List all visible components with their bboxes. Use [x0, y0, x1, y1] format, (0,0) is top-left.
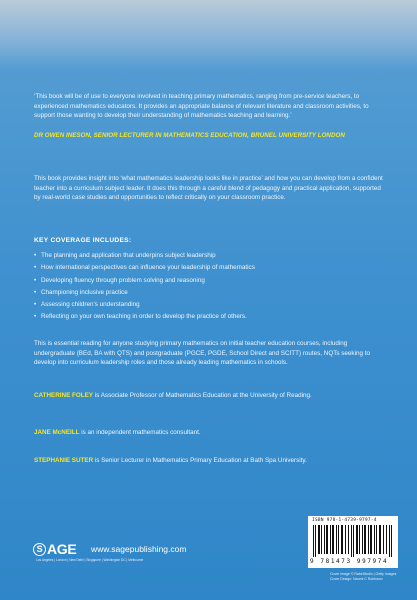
isbn-label: ISBN 978-1-4739-9797-4: [312, 518, 377, 523]
top-gradient-band: [0, 0, 417, 70]
isbn-barcode: [308, 516, 398, 568]
sage-logo: [33, 541, 76, 557]
endorsement-quote: ‘This book will be of use to everyone involved in teaching primary mathematics, ranging from pre-service teachers, to experienced mathematics educators. It provides an appropriate balance of relevant literature and classroom activities, to support those wanting to develop their understanding of mathematics teaching and learning.’: [34, 93, 369, 120]
author-name: JANE McNEILL: [34, 429, 80, 436]
key-coverage-item: • Reflecting on your own teaching in order to develop the practice of others.: [34, 311, 386, 323]
author-name: STEPHANIE SUTER: [34, 457, 94, 464]
author-description: is Senior Lecturer in Mathematics Primary Education at Bath Spa University.: [93, 457, 307, 464]
author-name: CATHERINE FOLEY: [34, 392, 94, 399]
author-description: is an independent mathematics consultant.: [79, 429, 201, 436]
endorsement-attribution: DR OWEN INESON, SENIOR LECTURER IN MATHEMATICS EDUCATION, BRUNEL UNIVERSITY LONDON: [34, 132, 345, 139]
cover-design-credit: Cover Design: Naomi C Robinson: [330, 577, 383, 581]
key-coverage-item: • Assessing children’s understanding: [34, 299, 386, 311]
barcode-number: 9 781473 997974: [310, 558, 389, 565]
publisher-url: www.sagepublishing.com: [91, 544, 187, 554]
key-coverage-list: [34, 250, 386, 324]
sage-logo-text: AGE: [47, 541, 77, 557]
publisher-cities: Los Angeles | London | New Delhi | Singapore | Washington DC | Melbourne: [36, 558, 144, 562]
author-bio: [34, 456, 386, 466]
key-coverage-item: • How international perspectives can influence your leadership of mathematics: [34, 262, 386, 274]
author-bio: [34, 391, 386, 401]
sage-logo-mark: S: [33, 543, 46, 556]
key-coverage-heading: KEY COVERAGE INCLUDES:: [34, 237, 132, 244]
author-description: is Associate Professor of Mathematics Education at the University of Reading.: [93, 392, 312, 399]
barcode-bars-icon: [312, 525, 394, 557]
key-coverage-item: • Developing fluency through problem solving and reasoning: [34, 275, 386, 287]
cover-image-credit: Cover image © RabeStudio | Getty Images: [330, 572, 397, 576]
cover-credits: [330, 572, 396, 582]
key-coverage-item: • Championing inclusive practice: [34, 287, 386, 299]
essential-reading-paragraph: This is essential reading for anyone studying primary mathematics on initial teacher education courses, including undergraduate (BEd, BA with QTS) and postgraduate (PGCE, PGDE, School Direct and SCITT) routes, NQTs seeking to develop into curriculum leadership roles and those already leading mathematics in schools.: [34, 340, 370, 367]
author-bio: [34, 428, 386, 438]
key-coverage-item: • The planning and application that underpins subject leadership: [34, 250, 386, 262]
book-description: This book provides insight into ‘what mathematics leadership looks like in practice’ and how you can develop from a confident teacher into a curriculum subject leader. It does this through a careful blend of pedagogy and practical application, supported by real-world case studies and opportunities to reflect critically on your classroom practice.: [34, 175, 383, 202]
